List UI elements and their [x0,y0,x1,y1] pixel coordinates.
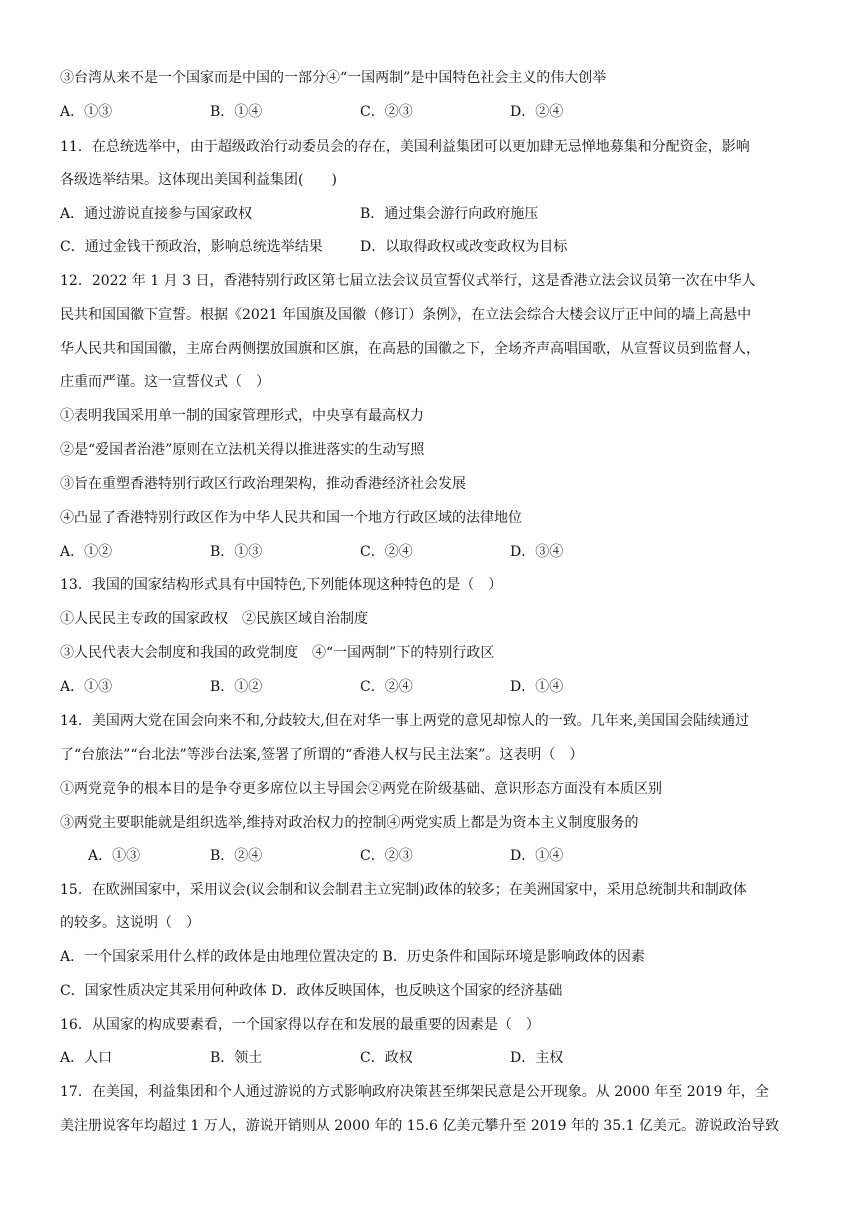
q12-statement-2: ②是“爱国者治港”原则在立法机关得以推进落实的生动写照 [60,442,425,458]
q14-option-d[interactable]: D．①④ [510,848,564,864]
q14-statements-1-2: ①两党竞争的根本目的是争夺更多席位以主导国会②两党在阶级基础、意识形态方面没有本质区别 [60,781,662,797]
q14-stem-line1: 14．美国两大党在国会向来不和,分歧较大,但在对华一事上两党的意见却惊人的一致。几年来,美国国会陆续通过 [60,713,750,729]
q13-option-d[interactable]: D．①④ [510,679,564,695]
q13-option-b[interactable]: B．①② [210,679,263,695]
q12-statement-1: ①表明我国采用单一制的国家管理形式，中央享有最高权力 [60,408,424,424]
q13-stem: 13．我国的国家结构形式具有中国特色,下列能体现这种特色的是（ ） [60,577,503,593]
q10-option-a[interactable]: A．①③ [60,104,113,120]
q10-option-d[interactable]: D．②④ [510,104,564,120]
q11-options-row1 [60,204,805,224]
q16-options [60,1048,805,1068]
q12-stem-line2: 民共和国国徽下宣誓。根据《2021 年国旗及国徽（修订）条例》，在立法会综合大楼会议厅正中间的墙上高悬中 [60,307,752,323]
q15-stem-line2: 的较多。这说明（ ） [60,915,200,931]
q11-option-c[interactable]: C．通过金钱干预政治，影响总统选举结果 [60,239,323,255]
q14-stem-line2: 了“台旅法”“台北法”等涉台法案,签署了所谓的“香港人权与民主法案”。这表明（ ） [60,747,584,763]
q16-option-c[interactable]: C．政权 [360,1050,413,1066]
q12-statement-3: ③旨在重塑香港特别行政区行政治理架构，推动香港经济社会发展 [60,476,466,492]
q11-stem-line1: 11．在总统选举中，由于超级政治行动委员会的存在，美国利益集团可以更加肆无忌惮地募集和分配资金，影响 [60,139,750,155]
q10-statement-continuation: ③台湾从来不是一个国家而是中国的一部分④“一国两制”是中国特色社会主义的伟大创举 [60,70,607,86]
q12-stem-line4: 庄重而严谨。这一宣誓仪式（ ） [60,374,270,390]
q12-stem-line3: 华人民共和国国徽，主席台两侧摆放国旗和区旗，在高悬的国徽之下，全场齐声高唱国歌，从宣誓议员到监督人， [60,341,760,357]
q16-option-d[interactable]: D．主权 [510,1050,564,1066]
q16-option-a[interactable]: A．人口 [60,1050,113,1066]
q15-options-c-d[interactable]: C．国家性质决定其采用何种政体 D．政体反映国体，也反映这个国家的经济基础 [60,983,563,999]
q12-option-c[interactable]: C．②④ [360,544,413,560]
q10-option-c[interactable]: C．②③ [360,104,413,120]
q11-option-b[interactable]: B．通过集会游行向政府施压 [360,206,539,222]
q11-option-a[interactable]: A．通过游说直接参与国家政权 [60,206,253,222]
q14-option-c[interactable]: C．②③ [360,848,413,864]
q14-statements-3-4: ③两党主要职能就是组织选举,维持对政治权力的控制④两党实质上都是为资本主义制度服务的 [60,815,639,831]
q14-options [60,846,805,866]
q11-option-d[interactable]: D．以取得政权或改变政权为目标 [360,239,568,255]
q14-option-b[interactable]: B．②④ [210,848,263,864]
q16-option-b[interactable]: B．领土 [210,1050,263,1066]
q13-option-a[interactable]: A．①③ [60,679,113,695]
q13-option-c[interactable]: C．②④ [360,679,413,695]
q13-options [60,677,805,697]
q11-options-row2 [60,237,805,257]
q13-statements-1-2: ①人民民主专政的国家政权 ②民族区域自治制度 [60,611,368,627]
q14-option-a[interactable]: A．①③ [88,848,141,864]
q12-option-b[interactable]: B．①③ [210,544,263,560]
q12-statement-4: ④凸显了香港特别行政区作为中华人民共和国一个地方行政区域的法律地位 [60,510,522,526]
q11-stem-line2: 各级选举结果。这体现出美国利益集团( ) [60,172,337,188]
q12-options [60,542,805,562]
q16-stem: 16．从国家的构成要素看，一个国家得以存在和发展的最重要的因素是（ ） [60,1017,540,1033]
q12-option-d[interactable]: D．③④ [510,544,564,560]
q15-options-a-b[interactable]: A．一个国家采用什么样的政体是由地理位置决定的 B．历史条件和国际环境是影响政体的因素 [60,949,645,965]
q12-option-a[interactable]: A．①② [60,544,113,560]
q12-stem-line1: 12．2022 年 1 月 3 日，香港特别行政区第七届立法会议员宣誓仪式举行，这是香港立法会议员第一次在中华人 [60,273,756,289]
q13-statements-3-4: ③人民代表大会制度和我国的政党制度 ④“一国两制”下的特别行政区 [60,645,495,661]
q10-options [60,102,805,122]
q15-stem-line1: 15．在欧洲国家中，采用议会(议会制和议会制君主立宪制)政体的较多；在美洲国家中，采用总统制共和制政体 [60,882,747,898]
q17-stem-line2: 美注册说客年均超过 1 万人，游说开销则从 2000 年的 15.6 亿美元攀升至 2019 年的 35.1 亿美元。游说政治导致 [60,1118,780,1134]
q17-stem-line1: 17．在美国，利益集团和个人通过游说的方式影响政府决策甚至绑架民意是公开现象。从 2000 年至 2019 年，全 [60,1084,769,1100]
q10-option-b[interactable]: B．①④ [210,104,263,120]
